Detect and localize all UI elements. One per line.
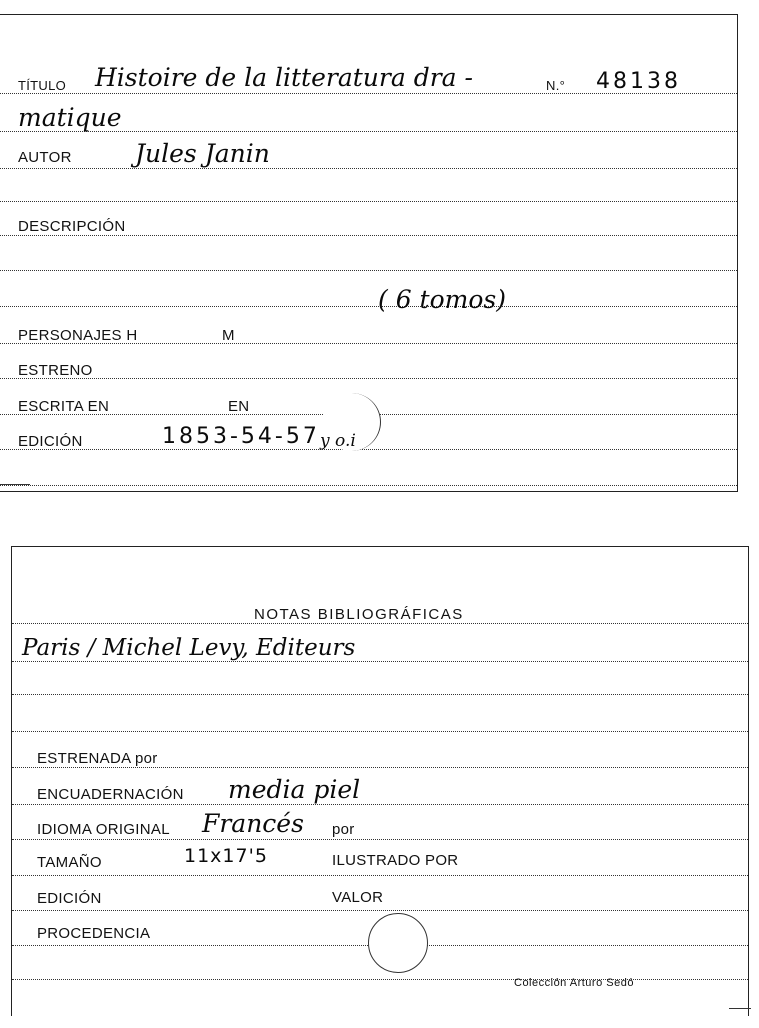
titulo-label: TÍTULO bbox=[18, 78, 67, 93]
rule bbox=[12, 910, 748, 911]
rule bbox=[12, 804, 748, 805]
edge-mark bbox=[729, 1008, 751, 1009]
rule bbox=[12, 767, 748, 768]
encuadernacion-label: ENCUADERNACIÓN bbox=[37, 786, 184, 803]
ilustrado-label: ILUSTRADO POR bbox=[332, 852, 459, 869]
idioma-value: Francés bbox=[202, 809, 304, 838]
encuadernacion-value: media piel bbox=[228, 775, 361, 804]
titulo-value: Histoire de la litteratura dra - bbox=[95, 63, 473, 92]
rule bbox=[12, 694, 748, 695]
catalog-card-bottom bbox=[11, 546, 749, 1016]
personajes-label: PERSONAJES H bbox=[18, 327, 138, 344]
edicion-extra: y o.i bbox=[320, 431, 356, 451]
titulo-continuation: matique bbox=[18, 103, 122, 132]
personajes-m-label: M bbox=[222, 327, 235, 344]
descripcion-label: DESCRIPCIÓN bbox=[18, 218, 126, 235]
rule bbox=[0, 168, 737, 169]
estrenada-label: ESTRENADA por bbox=[37, 750, 158, 767]
rule bbox=[0, 235, 737, 236]
rule bbox=[0, 449, 737, 450]
rule bbox=[0, 201, 737, 202]
descripcion-value: ( 6 tomos) bbox=[378, 285, 506, 314]
rule bbox=[12, 979, 748, 980]
notas-value: Paris / Michel Levy, Editeurs bbox=[22, 635, 356, 661]
edicion-value: 1853-54-57 bbox=[162, 424, 320, 449]
rule bbox=[12, 623, 748, 624]
edicion-label: EDICIÓN bbox=[18, 433, 83, 450]
rule bbox=[0, 378, 737, 379]
catalog-card-top bbox=[0, 14, 738, 492]
escrita-en-label: EN bbox=[228, 398, 250, 415]
idioma-label: IDIOMA ORIGINAL bbox=[37, 821, 170, 838]
rule bbox=[12, 839, 748, 840]
numero-label: N.° bbox=[546, 78, 566, 93]
edge-mark bbox=[0, 484, 30, 485]
rule bbox=[0, 270, 737, 271]
edicion-label-bottom: EDICIÓN bbox=[37, 890, 102, 907]
punch-hole bbox=[368, 913, 428, 973]
autor-value: Jules Janin bbox=[135, 139, 270, 168]
valor-label: VALOR bbox=[332, 889, 384, 906]
por-label: por bbox=[332, 821, 355, 838]
estreno-label: ESTRENO bbox=[18, 362, 93, 379]
numero-value: 48138 bbox=[596, 69, 681, 94]
autor-label: AUTOR bbox=[18, 149, 72, 166]
tamano-label: TAMAÑO bbox=[37, 854, 102, 871]
tamano-value: 11x17'5 bbox=[184, 845, 268, 867]
notas-title: NOTAS BIBLIOGRÁFICAS bbox=[254, 606, 464, 623]
procedencia-label: PROCEDENCIA bbox=[37, 925, 151, 942]
rule bbox=[12, 661, 748, 662]
rule bbox=[0, 485, 737, 486]
collection-credit: Colección Arturo Sedó bbox=[514, 977, 634, 989]
rule bbox=[0, 306, 737, 307]
escrita-label: ESCRITA EN bbox=[18, 398, 110, 415]
rule bbox=[12, 875, 748, 876]
rule bbox=[12, 731, 748, 732]
